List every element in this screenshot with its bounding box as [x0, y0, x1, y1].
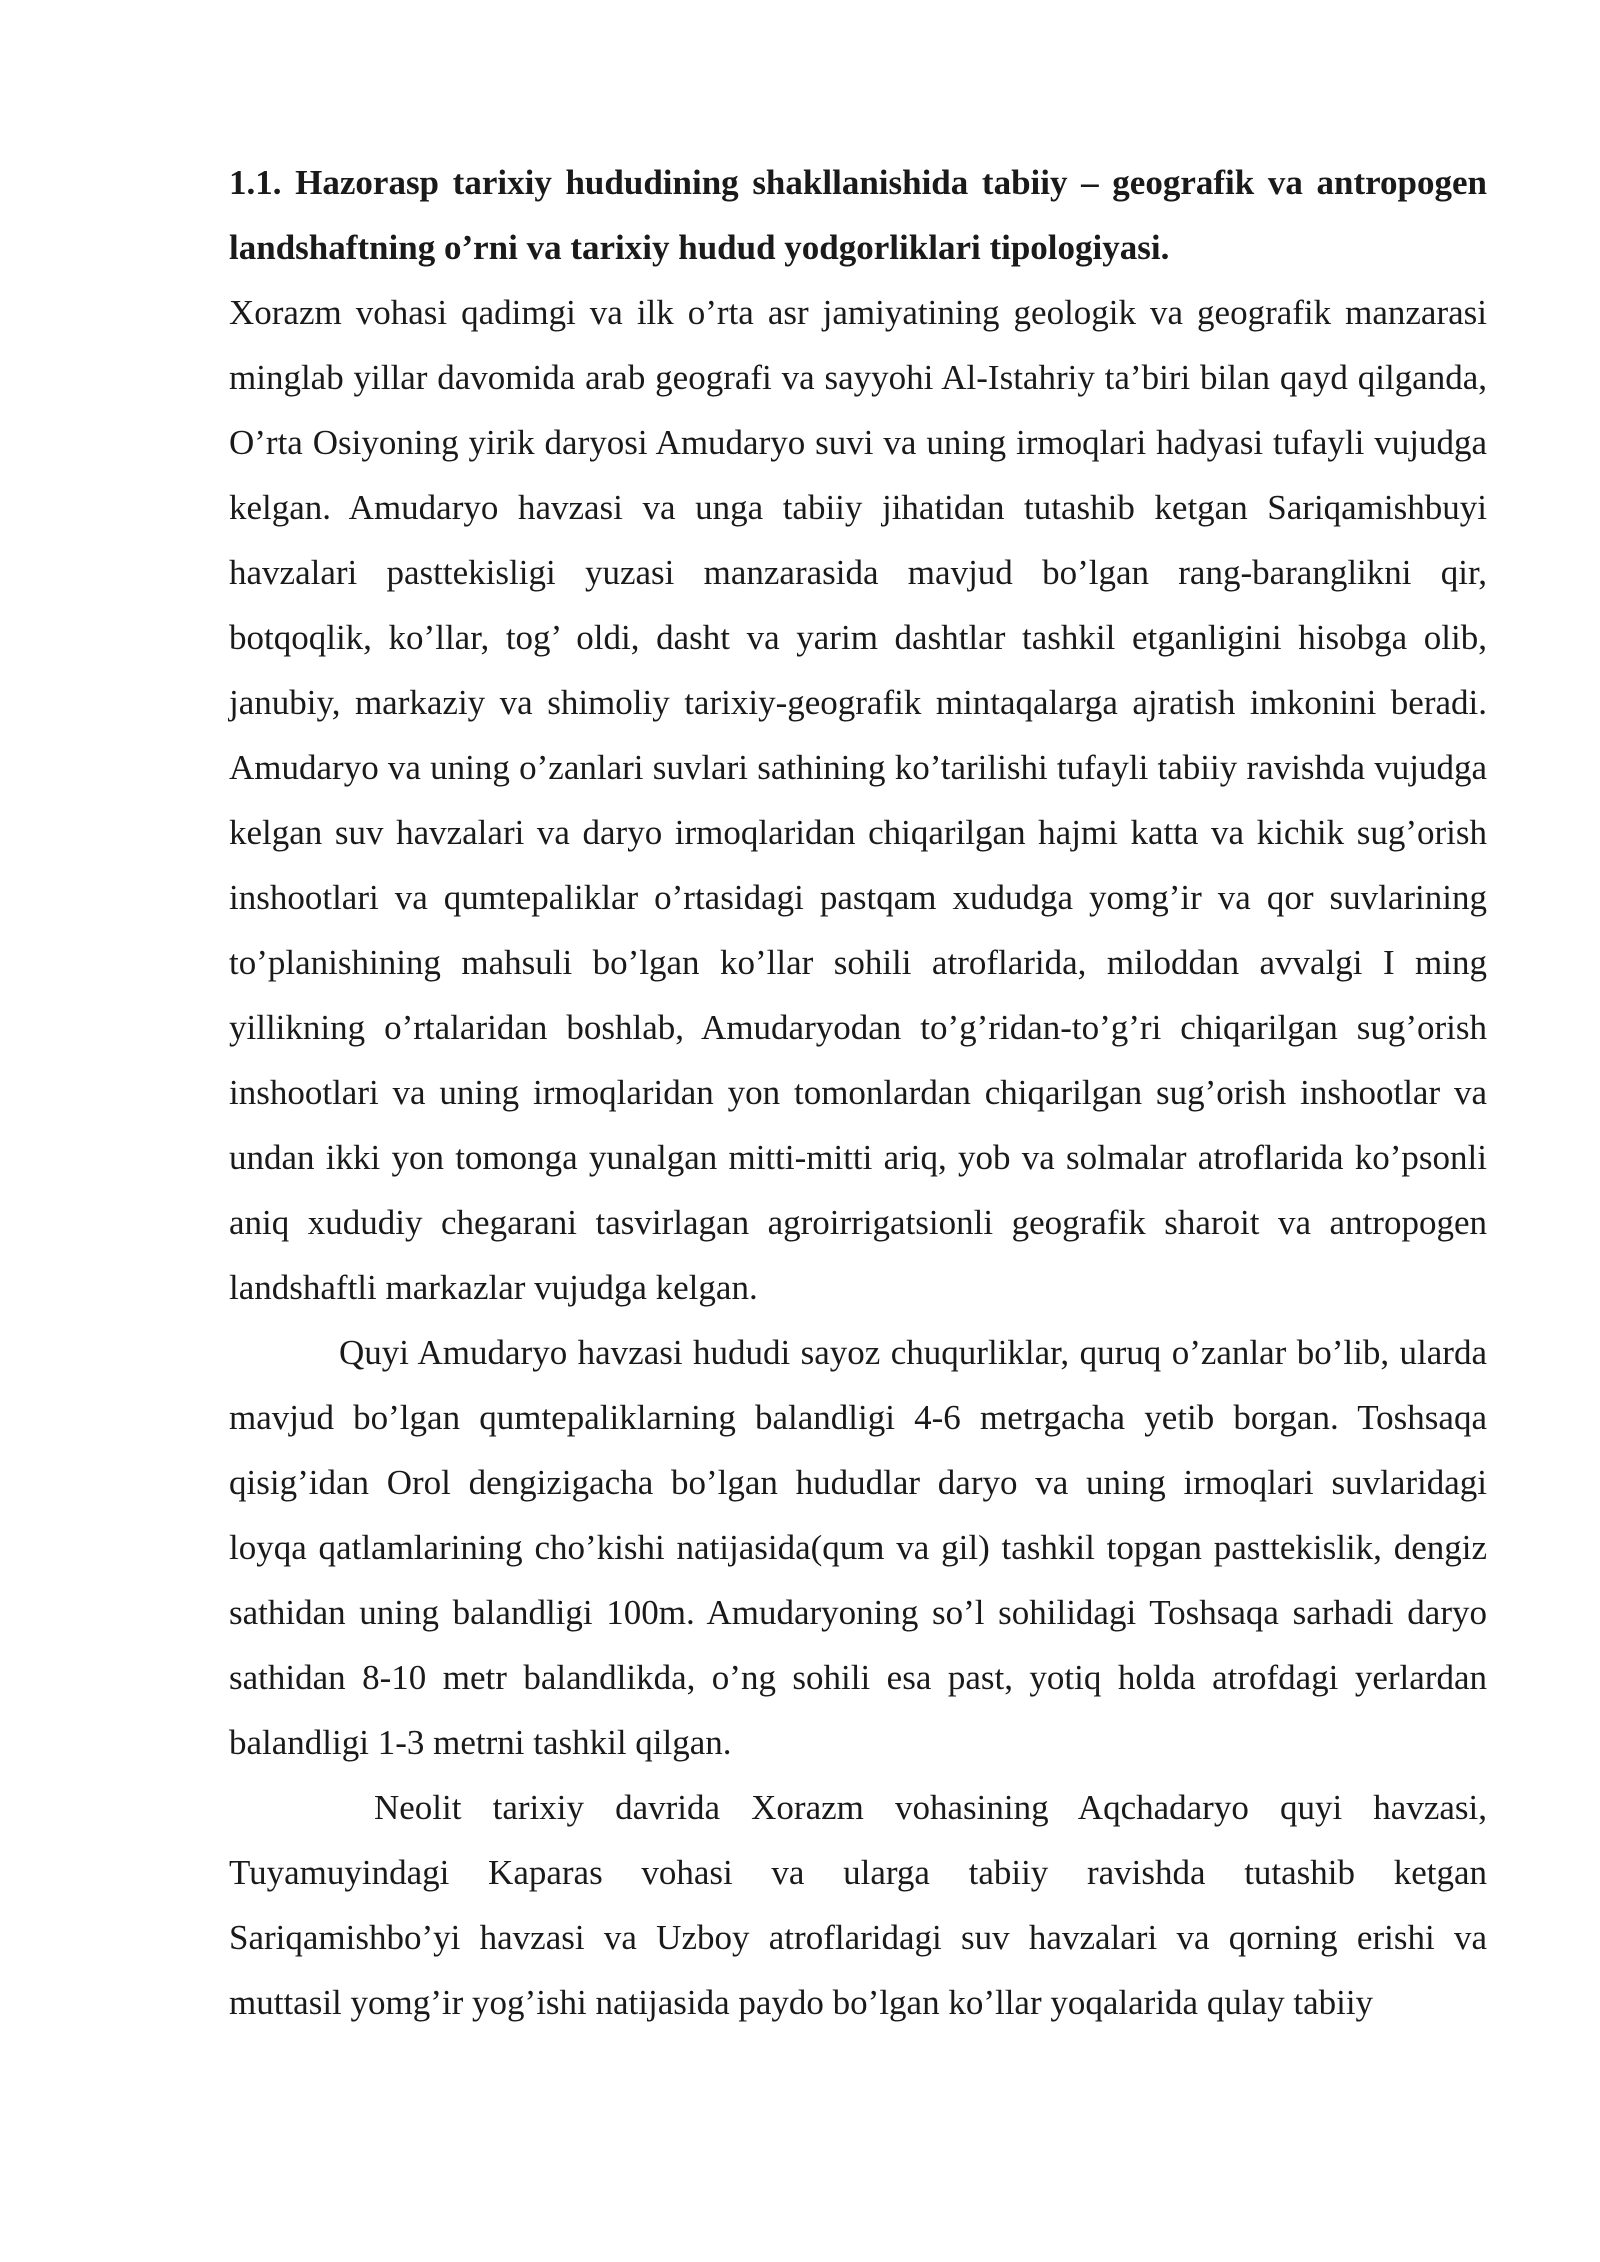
paragraph-xorazm-vohasi: Xorazm vohasi qadimgi va ilk o’rta asr jamiyatining geologik va geografik manzarasi minglab yillar davomida arab geografi va sayyohi Al-Istahriy ta’biri bilan qayd qilganda, O’rta Osiyoning yirik daryosi Amudaryo suvi va uning irmoqlari hadyasi tufayli vujudga kelgan. Amudaryo havzasi va unga tabiiy jihatidan tutashib ketgan Sariqamishbuyi havzalari pasttekisligi yuzasi manzarasida mavjud bo’lgan rang-baranglikni qir, botqoqlik, ko’llar, tog’ oldi, dasht va yarim dashtlar tashkil etganligini hisobga olib, janubiy, markaziy va shimoliy tarixiy-geografik mintaqalarga ajratish imkonini beradi. Amudaryo va uning o’zanlari suvlari sathining ko’tarilishi tufayli tabiiy ravishda vujudga kelgan suv havzalari va daryo irmoqlaridan chiqarilgan hajmi katta va kichik sug’orish inshootlari va qumtepaliklar o’rtasidagi pastqam xududga yomg’ir va qor suvlarining to’planishining mahsuli bo’lgan ko’llar sohili atroflarida, miloddan avvalgi I ming yillikning o’rtalaridan boshlab, Amudaryodan to’g’ridan-to’g’ri chiqarilgan sug’orish inshootlari va uning irmoqlaridan yon tomonlardan chiqarilgan sug’orish inshootlar va undan ikki yon tomonga yunalgan mitti-mitti ariq, yob va solmalar atroflarida ko’psonli aniq xududiy chegarani tasvirlagan agroirrigatsionli geografik sharoit va antropogen landshaftli markazlar vujudga kelgan. [229, 293, 1487, 1307]
document-page [229, 150, 1487, 2035]
paragraph-quyi-amudaryo: Quyi Amudaryo havzasi hududi sayoz chuqurliklar, quruq o’zanlar bo’lib, ularda mavjud bo’lgan qumtepaliklarning balandligi 4-6 metrgacha yetib borgan. Toshsaqa qisig’idan Orol dengizigacha bo’lgan hududlar daryo va uning irmoqlari suvlaridagi loyqa qatlamlarining cho’kishi natijasida(qum va gil) tashkil topgan pasttekislik, dengiz sathidan uning balandligi 100m. Amudaryoning so’l sohilidagi Toshsaqa sarhadi daryo sathidan 8-10 metr balandlikda, o’ng sohili esa past, yotiq holda atrofdagi yerlardan balandligi 1-3 metrni tashkil qilgan. [229, 1333, 1487, 1762]
section-heading: 1.1. Hazorasp tarixiy hududining shakllanishida tabiiy – geografik va antropogen landshaftning o’rni va tarixiy hudud yodgorliklari tipologiyasi. [229, 163, 1487, 267]
paragraph-neolit: Neolit tarixiy davrida Xorazm vohasining Aqchadaryo quyi havzasi, Tuyamuyindagi Kaparas vohasi va ularga tabiiy ravishda tutashib ketgan Sariqamishbo’yi havzasi va Uzboy atroflaridagi suv havzalari va qorning erishi va muttasil yomg’ir yog’ishi natijasida paydo bo’lgan ko’llar yoqalarida qulay tabiiy [229, 1788, 1487, 2022]
